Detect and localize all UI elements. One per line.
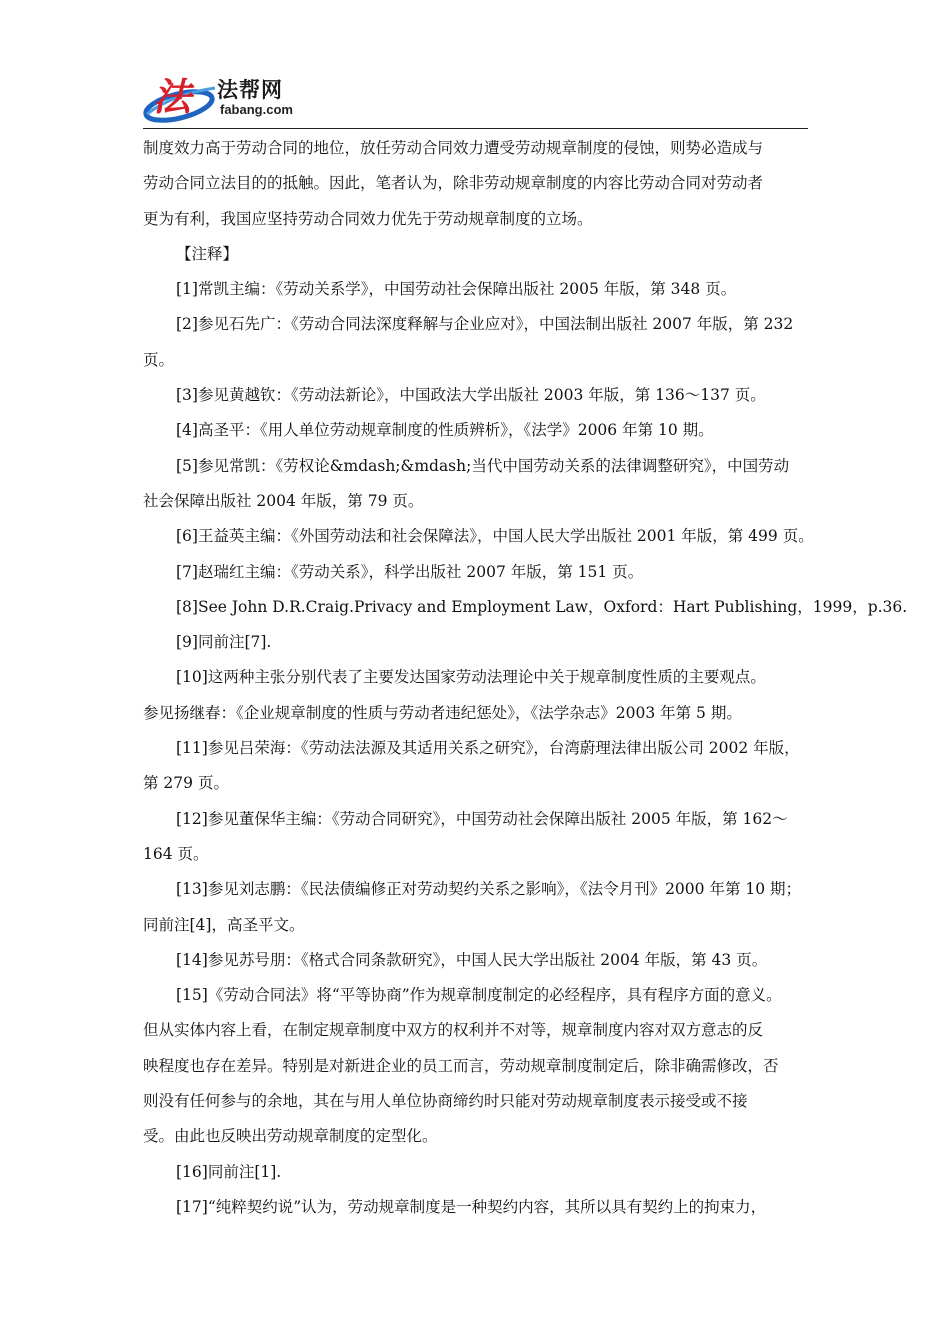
- text-line: 更为有利，我国应坚持劳动合同效力优先于劳动规章制度的立场。: [143, 209, 593, 228]
- text-line: [17]“纯粹契约说”认为，劳动规章制度是一种契约内容，其所以具有契约上的拘束力，: [176, 1197, 767, 1216]
- text-line: [7]赵瑞红主编：《劳动关系》，科学出版社 2007 年版，第 151 页。: [176, 562, 644, 581]
- text-line: 第 279 页。: [143, 774, 229, 793]
- text-line: [11]参见吕荣海：《劳动法法源及其适用关系之研究》，台湾蔚理法律出版公司 2002 年版，: [176, 739, 800, 758]
- text-line: [14]参见苏号朋：《格式合同条款研究》，中国人民大学出版社 2004 年版，第 43 页。: [176, 950, 768, 969]
- text-line: 但从实体内容上看，在制定规章制度中双方的权利并不对等，规章制度内容对双方意志的反: [143, 1021, 764, 1040]
- text-line: [8]See John D.R.Craig.Privacy and Employment Law，Oxford：Hart Publishing，1999，p.36.: [176, 597, 908, 616]
- text-line: 164 页。: [143, 844, 209, 863]
- text-line: 劳动合同立法目的的抵触。因此，笔者认为，除非劳动规章制度的内容比劳动合同对劳动者: [143, 174, 764, 193]
- text-line: [2]参见石先广：《劳动合同法深度释解与企业应对》，中国法制出版社 2007 年版，第 232: [176, 315, 794, 334]
- text-line: [3]参见黄越钦：《劳动法新论》，中国政法大学出版社 2003 年版，第 136～137 页。: [176, 386, 766, 405]
- text-line: [12]参见董保华主编：《劳动合同研究》，中国劳动社会保障出版社 2005 年版，第 162～: [176, 809, 788, 828]
- text-line: [5]参见常凯：《劳权论&mdash;&mdash;当代中国劳动关系的法律调整研究》，中国劳动: [176, 456, 790, 475]
- text-line: [16]同前注[1].: [176, 1162, 282, 1181]
- site-logo[interactable]: [143, 64, 313, 128]
- document-body: [143, 131, 908, 1225]
- text-line: 同前注[4]，高圣平文。: [143, 915, 305, 934]
- logo-char: 法: [153, 74, 192, 119]
- text-line: 【注释】: [176, 244, 239, 263]
- text-line: [15]《劳动合同法》将“平等协商”作为规章制度制定的必经程序，具有程序方面的意义。: [176, 986, 782, 1005]
- site-url: fabang.com: [220, 102, 293, 117]
- logo-emblem-icon: [143, 64, 223, 128]
- text-line: [13]参见刘志鹏：《民法债编修正对劳动契约关系之影响》，《法令月刊》2000 年第 10 期；: [176, 880, 802, 899]
- text-line: 参见扬继春：《企业规章制度的性质与劳动者违纪惩处》，《法学杂志》2003 年第 5 期。: [143, 703, 742, 722]
- site-name: 法帮网: [217, 78, 283, 102]
- text-line: [1]常凯主编：《劳动关系学》，中国劳动社会保障出版社 2005 年版，第 348 页。: [176, 280, 737, 299]
- text-line: [4]高圣平：《用人单位劳动规章制度的性质辨析》，《法学》2006 年第 10 期。: [176, 421, 714, 440]
- text-line: 社会保障出版社 2004 年版，第 79 页。: [143, 491, 424, 510]
- text-line: [10]这两种主张分别代表了主要发达国家劳动法理论中关于规章制度性质的主要观点。: [176, 668, 766, 687]
- text-line: 页。: [143, 350, 175, 369]
- text-line: [9]同前注[7].: [176, 633, 272, 652]
- text-line: 制度效力高于劳动合同的地位，放任劳动合同效力遭受劳动规章制度的侵蚀，则势必造成与: [143, 139, 764, 157]
- text-line: 受。由此也反映出劳动规章制度的定型化。: [143, 1127, 438, 1146]
- text-line: 则没有任何参与的余地，其在与用人单位协商缔约时只能对劳动规章制度表示接受或不接: [143, 1092, 748, 1111]
- text-line: [6]王益英主编：《外国劳动法和社会保障法》，中国人民大学出版社 2001 年版，第 499 页。: [176, 527, 814, 546]
- header-divider: [143, 128, 808, 129]
- text-line: 映程度也存在差异。特别是对新进企业的员工而言，劳动规章制度制定后，除非确需修改，否: [143, 1056, 779, 1075]
